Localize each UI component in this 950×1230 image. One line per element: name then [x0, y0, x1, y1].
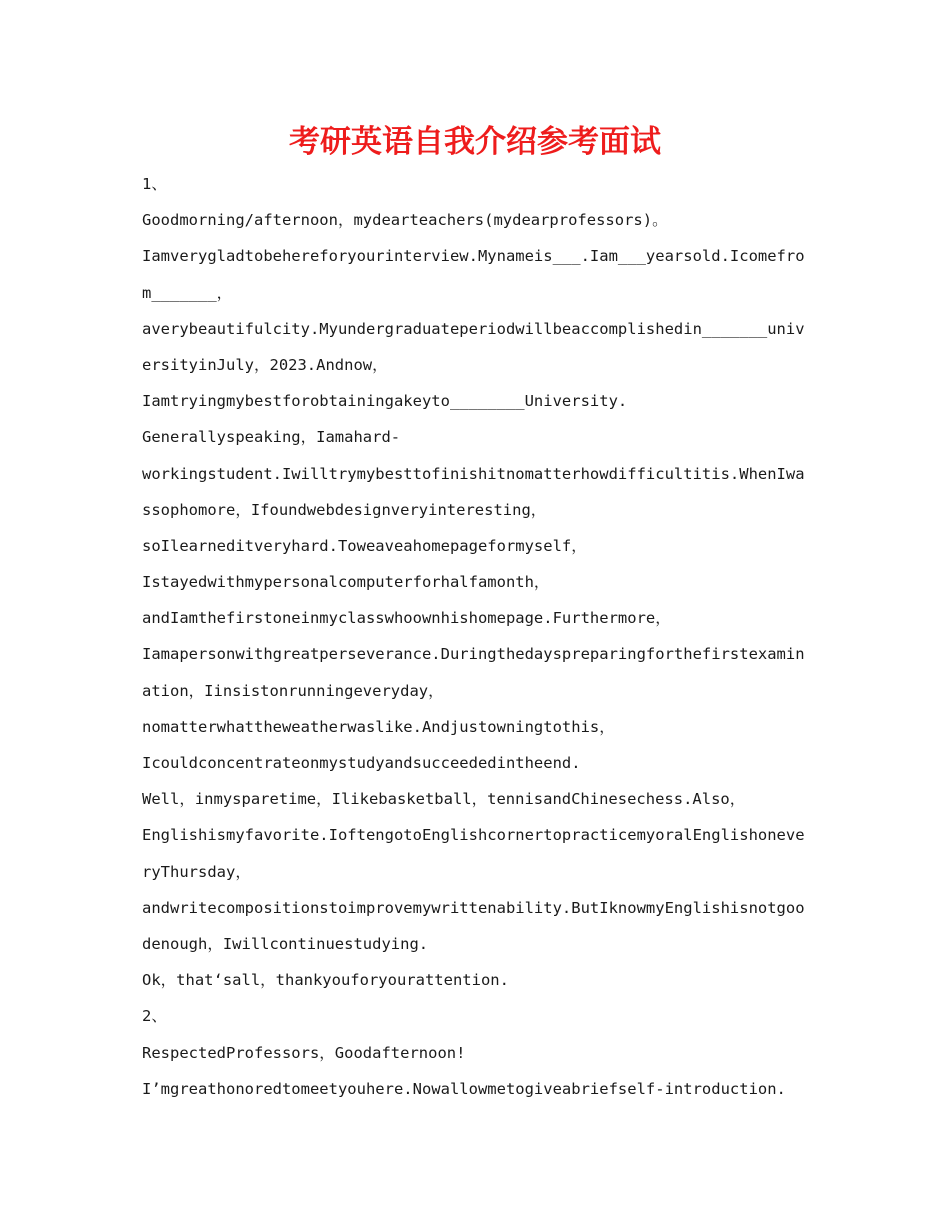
paragraph-line: Iamtryingmybestforobtainingakeyto________University. [142, 392, 628, 411]
paragraph-line: I’mgreathonoredtomeetyouhere.Nowallowmetogiveabriefself-introduction. [142, 1079, 786, 1098]
paragraph-line: RespectedProfessors，Goodafternoon! [142, 1043, 466, 1062]
paragraph-line: denough，Iwillcontinuestudying. [142, 934, 429, 953]
paragraph-line: ryThursday， [142, 862, 251, 881]
paragraph-line: Goodmorning/afternoon，mydearteachers(mydearprofessors)。 [142, 211, 668, 230]
paragraph-line: Ok，that‘sall，thankyouforyourattention. [142, 971, 509, 990]
paragraph-line: Icouldconcentrateonmystudyandsucceededintheend. [142, 754, 581, 772]
document-title: 考研英语自我介绍参考面试 [289, 124, 661, 160]
paragraph-line: ersityinJuly，2023.Andnow， [142, 355, 388, 374]
paragraph-line: Englishismyfavorite.IoftengotoEnglishcornertopracticemyoralEnglishoneve [142, 826, 805, 845]
paragraph-line: andwritecompositionstoimprovemywrittenability.ButIknowmyEnglishisnotgoo [142, 898, 805, 917]
paragraph-line: 2、 [142, 1007, 167, 1026]
paragraph-line: Istayedwithmypersonalcomputerforhalfamonth， [142, 573, 550, 592]
paragraph-line: ssophomore，Ifoundwebdesignveryinteresting， [142, 500, 547, 519]
paragraph-line: Well，inmysparetime，Ilikebasketball，tennisandChinesechess.Also， [142, 790, 746, 809]
paragraph-line: Iamverygladtobehereforyourinterview.Mynameis___.Iam___yearsold.Icomefro [142, 247, 805, 266]
paragraph-line: Iamapersonwithgreatperseverance.Duringthedayspreparingforthefirstexamin [142, 645, 805, 664]
paragraph-line: ation，Iinsistonrunningeveryday， [142, 681, 444, 700]
paragraph-line: workingstudent.Iwilltrymybesttofinishitnomatterhowdifficultitis.WhenIwa [142, 464, 805, 483]
paragraph-line: andIamthefirstoneinmyclasswhoownhishomepage.Furthermore， [142, 609, 671, 628]
paragraph-line: m_______， [142, 283, 233, 302]
paragraph-line: averybeautifulcity.Myundergraduateperiodwillbeaccomplishedin_______univ [142, 319, 805, 338]
paragraph-line: Generallyspeaking，Iamahard- [142, 428, 401, 447]
paragraph-line: 1、 [142, 175, 167, 193]
document-body [142, 166, 808, 1107]
paragraph-line: nomatterwhattheweatherwaslike.Andjustowningtothis， [142, 717, 615, 736]
paragraph-line: soIlearneditveryhard.Toweaveahomepageformyself， [142, 536, 587, 555]
